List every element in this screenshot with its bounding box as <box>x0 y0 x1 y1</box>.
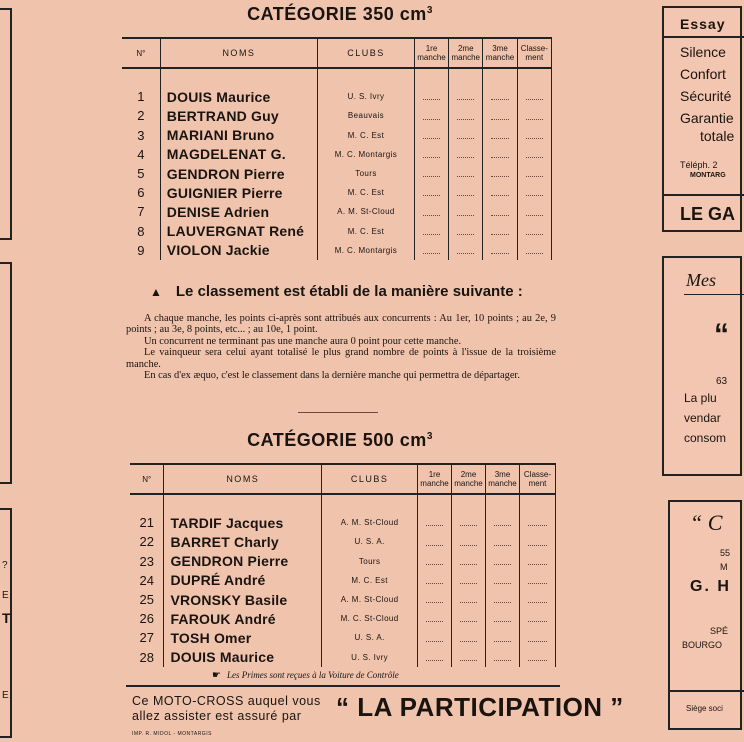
cell-manche-2 <box>449 106 483 125</box>
cell-name: BERTRAND Guy <box>160 106 317 125</box>
advert-essay <box>662 6 742 232</box>
category-500-rows <box>130 494 556 667</box>
cell-manche-1 <box>414 106 448 125</box>
cell-name: TOSH Omer <box>164 628 322 647</box>
cell-club: M. C. Est <box>322 571 418 590</box>
rules-paragraph: Le vainqueur sera celui ayant totalisé le plus grand nombre de points à l'issue de la troisième manche. <box>126 347 556 370</box>
cell-manche-3 <box>483 164 517 183</box>
cell-manche-3 <box>483 87 517 106</box>
cell-number: 27 <box>139 630 154 646</box>
advert-phone: Téléph. 2 <box>680 160 718 170</box>
cell-number: 28 <box>139 649 154 665</box>
cell-manche-3 <box>486 590 520 609</box>
cell-number: 7 <box>137 204 145 220</box>
cell-classement <box>517 87 551 106</box>
cell-manche-1 <box>418 532 452 551</box>
left-page-edge <box>0 0 14 742</box>
advert-rule <box>664 194 744 196</box>
advert-footer: LE GA <box>680 204 736 224</box>
banner-line: allez assister est assuré par <box>132 709 302 723</box>
advert-garage <box>668 500 742 730</box>
cell-club: M. C. Est <box>318 183 415 202</box>
table-row <box>130 628 556 647</box>
cell-number: 23 <box>139 553 154 569</box>
cell-name: DUPRÉ André <box>164 571 322 590</box>
col-header-number: N° <box>130 464 164 494</box>
primes-text: Les Primes sont reçues à la Voiture de Contrôle <box>226 670 399 680</box>
cell-number: 2 <box>137 108 145 124</box>
advert-mes <box>662 256 742 476</box>
cell-number: 22 <box>139 534 154 550</box>
advert-script-title: Mes <box>686 270 716 290</box>
table-row <box>122 164 552 183</box>
cell-manche-1 <box>418 628 452 647</box>
cell-name: DENISE Adrien <box>160 202 317 221</box>
advert-line: BOURGO <box>682 640 723 650</box>
cell-name: GENDRON Pierre <box>164 552 322 571</box>
header-sup: 2me <box>460 470 477 479</box>
header-manche: manche <box>488 479 517 488</box>
cell-club: A. M. St-Cloud <box>322 513 418 532</box>
advert-rule <box>664 36 744 38</box>
table-row <box>130 552 556 571</box>
table-row <box>130 609 556 628</box>
cell-manche-3 <box>486 609 520 628</box>
cell-manche-3 <box>483 241 517 260</box>
category-title-sup: 3 <box>426 431 433 442</box>
advert-lines <box>684 388 726 448</box>
cell-club: Beauvais <box>318 106 415 125</box>
col-header-classement <box>517 38 551 68</box>
cell-manche-1 <box>414 145 448 164</box>
rules-paragraph: Un concurrent ne terminant pas une manche aura 0 point pour cette manche. <box>144 335 462 347</box>
cell-club: A. M. St-Cloud <box>318 202 415 221</box>
advert-item: Sécurité <box>680 88 732 104</box>
category-title-text: CATÉGORIE 500 cm <box>247 430 427 450</box>
edge-letter: E <box>2 690 9 701</box>
advert-number: 63 <box>716 376 728 387</box>
cell-name: VIOLON Jackie <box>160 241 317 260</box>
cell-club: Tours <box>318 164 415 183</box>
category-350-table <box>122 37 552 260</box>
cell-manche-3 <box>486 513 520 532</box>
cell-name: MARIANI Bruno <box>160 126 317 145</box>
table-row <box>130 532 556 551</box>
cell-classement <box>517 202 551 221</box>
cell-number: 3 <box>137 127 145 143</box>
decorative-mark-icon: ▲ <box>150 285 162 299</box>
cell-manche-2 <box>452 590 486 609</box>
col-header-manche-2 <box>452 464 486 494</box>
cell-name: TARDIF Jacques <box>164 513 322 532</box>
advert-rule <box>684 294 744 295</box>
cell-club: U. S. A. <box>322 532 418 551</box>
cell-manche-2 <box>449 183 483 202</box>
primes-note <box>212 670 399 681</box>
cell-classement <box>519 590 555 609</box>
advert-name: G. H <box>690 578 731 595</box>
col-header-manche-1 <box>418 464 452 494</box>
edge-letter: ? <box>2 560 8 571</box>
cell-manche-3 <box>486 648 520 667</box>
cell-manche-2 <box>449 241 483 260</box>
cell-manche-1 <box>414 202 448 221</box>
cell-classement <box>517 106 551 125</box>
banner-brand: “ LA PARTICIPATION ” <box>336 692 624 722</box>
cell-manche-1 <box>418 552 452 571</box>
cell-club: U. S. A. <box>322 628 418 647</box>
left-edge-box <box>0 262 12 484</box>
category-350-title <box>200 4 480 25</box>
cell-classement <box>517 222 551 241</box>
header-sup: 1re <box>428 470 441 479</box>
cell-manche-3 <box>486 552 520 571</box>
cell-club: A. M. St-Cloud <box>322 590 418 609</box>
advert-line: M <box>720 562 728 572</box>
cell-number: 4 <box>137 146 145 162</box>
cell-manche-1 <box>414 164 448 183</box>
cell-manche-1 <box>418 571 452 590</box>
table-row <box>122 241 552 260</box>
advert-item: Garantie <box>680 110 734 126</box>
pointing-hand-icon: ☛ <box>212 670 221 681</box>
table-row <box>130 648 556 667</box>
cell-manche-3 <box>483 145 517 164</box>
cell-number: 9 <box>137 242 145 258</box>
advert-line: La plu <box>684 391 717 405</box>
cell-club: Tours <box>322 552 418 571</box>
advert-script-title: “ C <box>690 510 723 535</box>
header-classe: Classe- <box>520 44 548 53</box>
header-manche: manche <box>451 53 480 62</box>
rules-heading <box>150 283 523 300</box>
cell-manche-2 <box>449 202 483 221</box>
banner-top-rule <box>126 685 560 687</box>
cell-number: 26 <box>139 611 154 627</box>
rules-paragraph: A chaque manche, les points ci-après sont attribués aux concurrents : Au 1er, 10 points ; au 2e, 9 points ; au 3e, 8 points, etc... ; au 10e, 1 point. <box>126 313 556 336</box>
cell-number: 24 <box>139 572 154 588</box>
cell-classement <box>519 552 555 571</box>
cell-classement <box>519 532 555 551</box>
advert-line: consom <box>684 431 727 445</box>
cell-number: 6 <box>137 185 145 201</box>
cell-classement <box>519 513 555 532</box>
category-350-rows <box>122 68 552 260</box>
header-ment: ment <box>528 479 547 488</box>
cell-manche-3 <box>486 532 520 551</box>
header-sup: 3me <box>492 44 508 53</box>
cell-club: M. C. St-Cloud <box>322 609 418 628</box>
header-ment: ment <box>525 53 544 62</box>
cell-manche-1 <box>414 222 448 241</box>
cell-manche-2 <box>452 609 486 628</box>
advert-line: SPÉ <box>710 626 729 636</box>
cell-manche-1 <box>414 126 448 145</box>
cell-manche-2 <box>449 145 483 164</box>
cell-manche-3 <box>483 106 517 125</box>
cell-manche-3 <box>483 202 517 221</box>
cell-name: MAGDELENAT G. <box>160 145 317 164</box>
cell-number: 1 <box>137 89 145 105</box>
table-row <box>122 145 552 164</box>
cell-manche-2 <box>449 222 483 241</box>
advert-town: MONTARG <box>690 172 726 179</box>
rules-paragraph: En cas d'ex æquo, c'est le classement dans la dernière manche qui permettra de départager. <box>144 370 520 382</box>
category-500-title <box>200 430 480 451</box>
cell-manche-1 <box>414 241 448 260</box>
header-sup: 3me <box>494 470 511 479</box>
header-manche: manche <box>417 53 446 62</box>
cell-manche-1 <box>418 609 452 628</box>
table-row <box>122 183 552 202</box>
cell-club: U. S. Ivry <box>322 648 418 667</box>
cell-number: 25 <box>139 592 154 608</box>
col-header-manche-2 <box>449 38 483 68</box>
cell-classement <box>519 609 555 628</box>
col-header-manche-1 <box>414 38 448 68</box>
category-title-sup: 3 <box>426 5 433 16</box>
cell-number: 8 <box>137 223 145 239</box>
table-row <box>130 590 556 609</box>
divider <box>298 412 378 413</box>
cell-manche-1 <box>414 183 448 202</box>
cell-manche-2 <box>452 648 486 667</box>
category-title-text: CATÉGORIE 350 cm <box>247 4 427 24</box>
cell-name: BARRET Charly <box>164 532 322 551</box>
cell-club: M. C. Est <box>318 126 415 145</box>
cell-manche-1 <box>418 513 452 532</box>
col-header-clubs: CLUBS <box>322 464 418 494</box>
cell-manche-1 <box>418 648 452 667</box>
left-edge-box <box>0 8 12 240</box>
rules-text <box>126 313 556 381</box>
cell-classement <box>519 648 555 667</box>
category-500-table <box>130 463 556 667</box>
cell-classement <box>517 126 551 145</box>
header-manche: manche <box>485 53 515 62</box>
cell-manche-2 <box>452 628 486 647</box>
cell-club: M. C. Est <box>318 222 415 241</box>
table-row <box>122 202 552 221</box>
cell-manche-1 <box>418 590 452 609</box>
cell-manche-3 <box>483 126 517 145</box>
cell-manche-2 <box>449 126 483 145</box>
cell-name: DOUIS Maurice <box>164 648 322 667</box>
table-row <box>130 513 556 532</box>
cell-number: 21 <box>139 515 154 531</box>
cell-manche-3 <box>483 222 517 241</box>
col-header-noms: NOMS <box>164 464 322 494</box>
cell-name: FAROUK André <box>164 609 322 628</box>
table-row <box>122 126 552 145</box>
advert-item: Confort <box>680 66 726 82</box>
cell-classement <box>517 145 551 164</box>
header-manche: manche <box>454 479 483 488</box>
col-header-number: N° <box>122 38 160 68</box>
banner-line: Ce MOTO-CROSS auquel vous <box>132 694 321 708</box>
cell-manche-2 <box>452 513 486 532</box>
cell-name: DOUIS Maurice <box>160 87 317 106</box>
advert-quote: “ <box>714 318 729 351</box>
cell-name: GENDRON Pierre <box>160 164 317 183</box>
cell-number: 5 <box>137 166 145 182</box>
header-sup: 2me <box>457 44 474 53</box>
header-manche: manche <box>420 479 449 488</box>
cell-manche-2 <box>449 87 483 106</box>
advert-footer: Siège soci <box>686 704 723 713</box>
advert-title: Essay <box>680 16 726 32</box>
cell-manche-2 <box>452 532 486 551</box>
advert-rule <box>670 690 744 692</box>
table-row <box>130 571 556 590</box>
col-header-manche-3 <box>483 38 517 68</box>
cell-manche-2 <box>449 164 483 183</box>
cell-manche-1 <box>414 87 448 106</box>
rules-heading-text: Le classement est établi de la manière suivante : <box>175 283 523 300</box>
cell-club: M. C. Montargis <box>318 145 415 164</box>
cell-name: VRONSKY Basile <box>164 590 322 609</box>
cell-club: M. C. Montargis <box>318 241 415 260</box>
table-row <box>122 222 552 241</box>
cell-manche-2 <box>452 571 486 590</box>
cell-classement <box>519 628 555 647</box>
printer-credit: IMP. R. MIDOL - MONTARGIS <box>132 731 212 737</box>
cell-manche-3 <box>486 571 520 590</box>
header-sup: 1re <box>425 44 438 53</box>
advert-line: vendar <box>684 411 721 425</box>
cell-classement <box>517 183 551 202</box>
cell-manche-3 <box>483 183 517 202</box>
cell-manche-3 <box>486 628 520 647</box>
table-row <box>122 106 552 125</box>
cell-classement <box>517 241 551 260</box>
cell-manche-2 <box>452 552 486 571</box>
cell-club: U. S. Ivry <box>318 87 415 106</box>
advert-item: Silence <box>680 44 726 60</box>
header-classe: Classe- <box>523 470 552 479</box>
cell-classement <box>519 571 555 590</box>
table-row <box>122 87 552 106</box>
col-header-manche-3 <box>486 464 520 494</box>
col-header-noms: NOMS <box>160 38 317 68</box>
advert-item: totale <box>700 128 735 144</box>
col-header-clubs: CLUBS <box>318 38 415 68</box>
banner-left-text <box>132 694 321 724</box>
cell-classement <box>517 164 551 183</box>
edge-letter: T <box>2 610 11 626</box>
advert-line: 55 <box>720 548 731 558</box>
cell-name: GUIGNIER Pierre <box>160 183 317 202</box>
cell-name: LAUVERGNAT René <box>160 222 317 241</box>
edge-letter: E <box>2 590 9 601</box>
col-header-classement <box>519 464 555 494</box>
